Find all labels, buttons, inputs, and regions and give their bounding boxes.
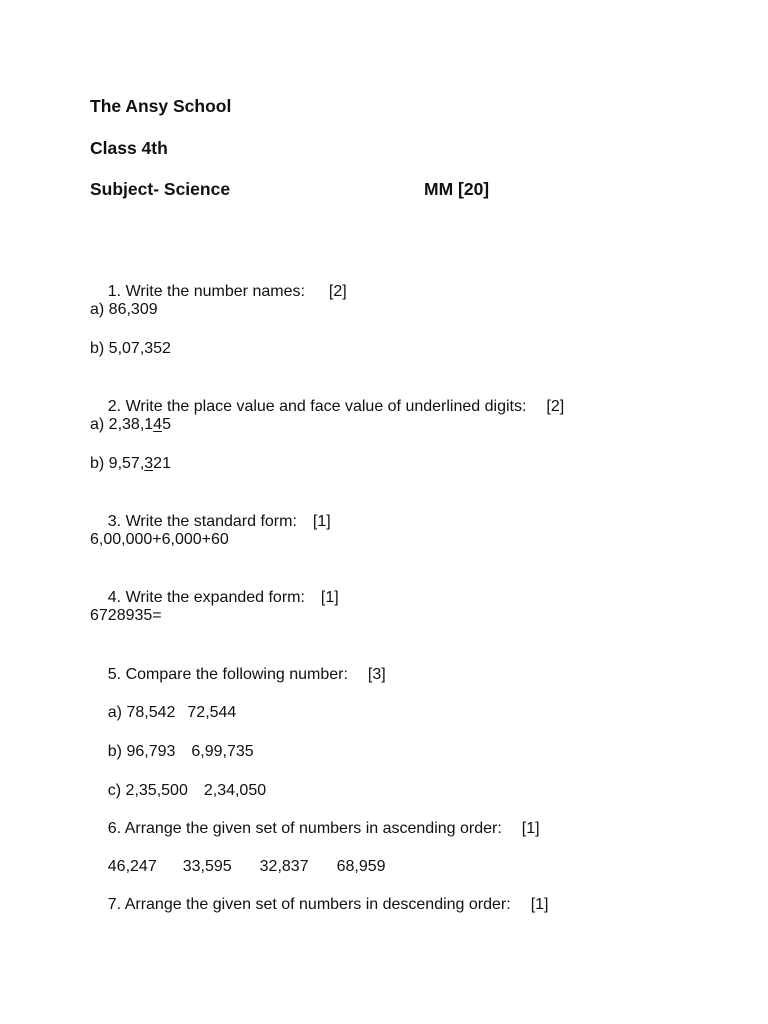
question-2-a-suffix: 5 — [162, 416, 171, 433]
class-name: Class 4th — [90, 138, 168, 158]
question-2-a-prefix: a) 2,38,1 — [90, 416, 154, 433]
question-2-b-suffix: 21 — [153, 455, 171, 472]
question-7-text: 7. Arrange the given set of numbers in descending order: — [107, 896, 511, 913]
question-5-marks: [3] — [367, 666, 386, 683]
question-5-b-value: 6,99,735 — [191, 743, 254, 760]
question-5-a-label: a) 78,542 — [107, 704, 176, 721]
number-item: 32,837 — [259, 858, 309, 875]
question-2-marks: [2] — [546, 398, 565, 415]
underlined-digit: 3 — [144, 455, 154, 472]
question-4-text: 4. Write the expanded form: — [107, 589, 305, 606]
question-1-a: a) 86,309 — [90, 301, 158, 318]
question-7 — [90, 875, 549, 935]
subject: Subject- Science — [90, 179, 231, 199]
question-3-text: 3. Write the standard form: — [107, 513, 297, 530]
question-2-b — [90, 454, 171, 474]
school-name: The Ansy School — [90, 96, 232, 116]
question-2-b-prefix: b) 9,57, — [90, 455, 145, 472]
question-4-marks: [1] — [320, 589, 339, 606]
question-5-b-label: b) 96,793 — [107, 743, 176, 760]
question-1-text: 1. Write the number names: — [107, 283, 305, 300]
number-item: 33,595 — [182, 858, 232, 875]
question-4-expression: 6728935= — [90, 607, 162, 624]
question-5-a-value: 72,544 — [187, 704, 237, 721]
question-5-c-label: c) 2,35,500 — [107, 782, 188, 799]
question-5-text: 5. Compare the following number: — [107, 666, 348, 683]
question-7-marks: [1] — [530, 896, 549, 913]
underlined-digit: 4 — [153, 416, 163, 433]
question-2-a — [90, 415, 171, 435]
question-1-marks: [2] — [328, 283, 347, 300]
max-marks: MM [20] — [424, 179, 490, 199]
question-5-c-value: 2,34,050 — [203, 782, 267, 799]
question-6-marks: [1] — [521, 820, 540, 837]
question-3-expression: 6,00,000+6,000+60 — [90, 531, 229, 548]
question-1-b: b) 5,07,352 — [90, 340, 171, 357]
question-6-text: 6. Arrange the given set of numbers in ascending order: — [107, 820, 502, 837]
number-item: 46,247 — [107, 858, 157, 875]
question-3-marks: [1] — [312, 513, 331, 530]
question-2-text: 2. Write the place value and face value of underlined digits: — [107, 398, 527, 415]
number-item: 68,959 — [336, 858, 386, 875]
